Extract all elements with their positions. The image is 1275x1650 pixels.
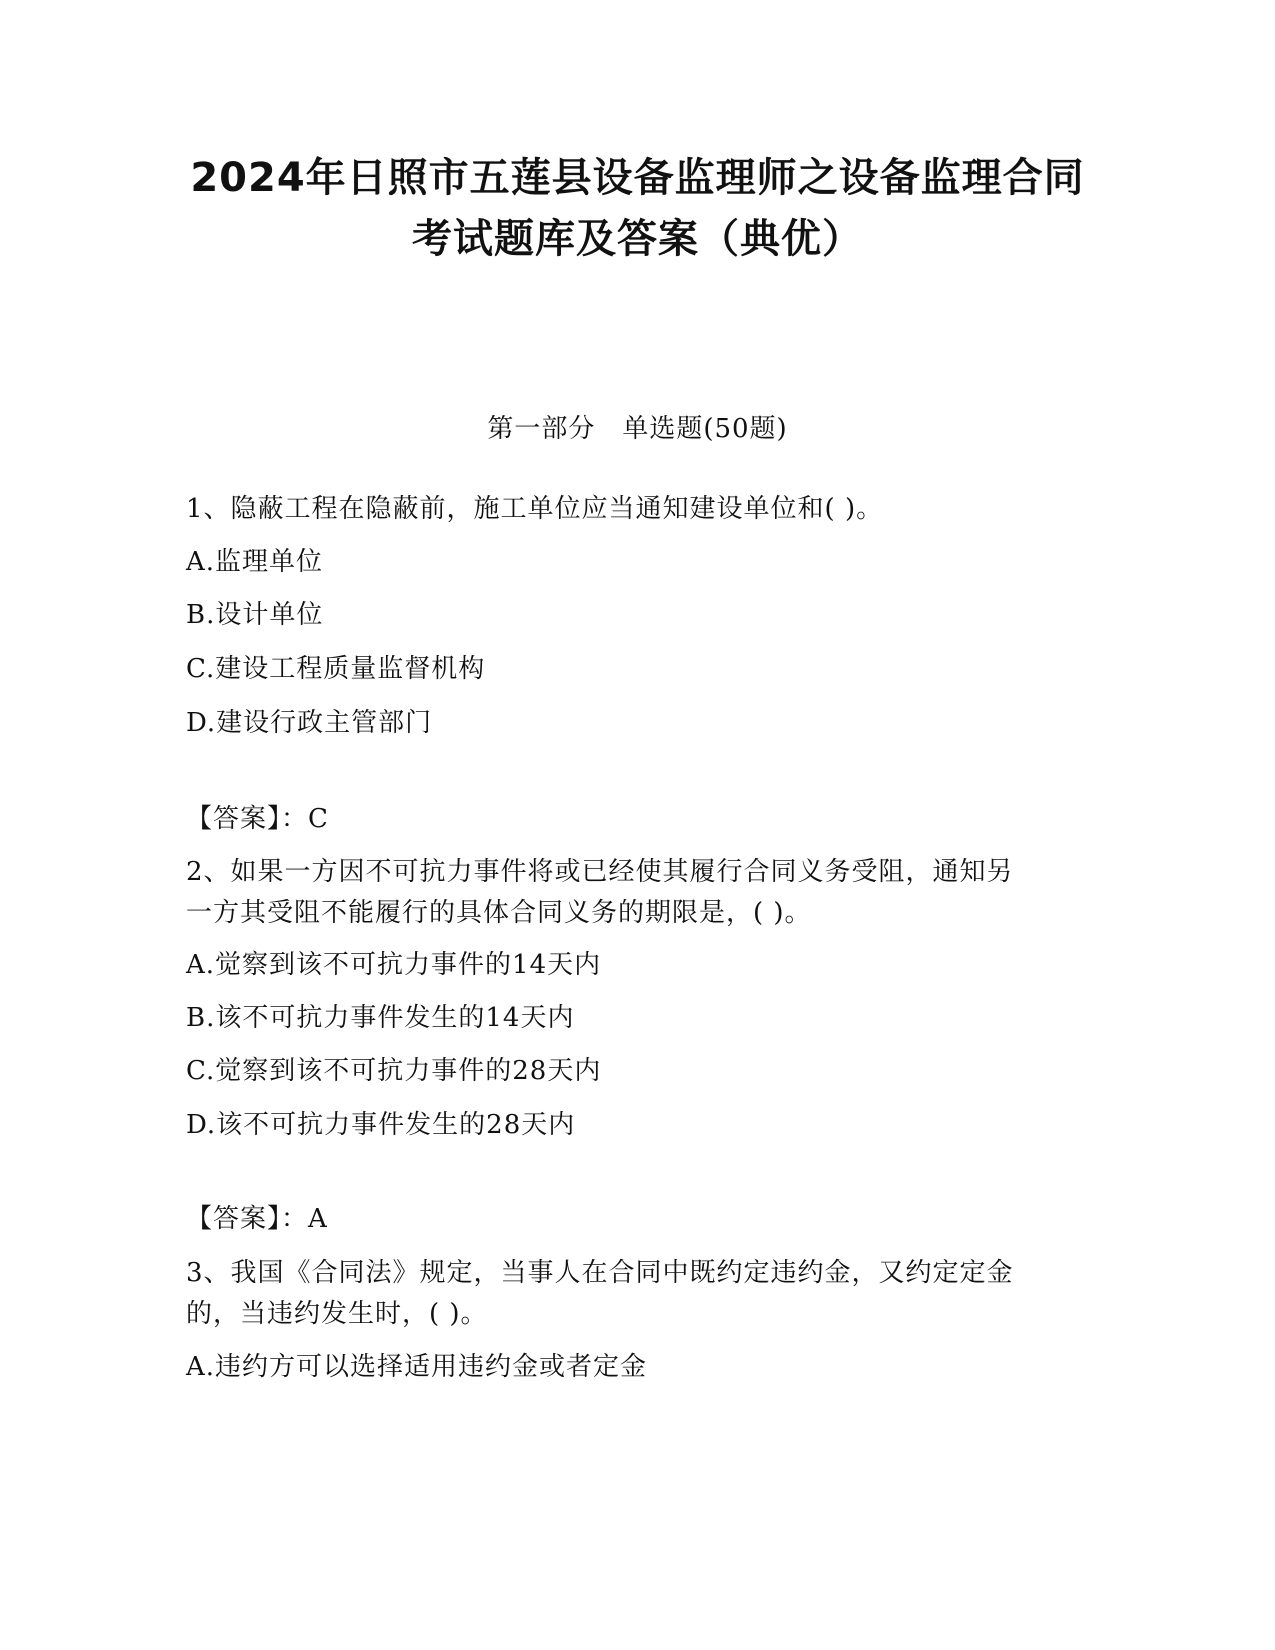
question-3-stem-line-2: 的，当违约发生时，( )。 [186,1299,488,1329]
question-1-option-b: B.设计单位 [186,600,324,630]
document-title-line-1: 2024年日照市五莲县设备监理师之设备监理合同 [190,155,1085,201]
question-1-option-d: D.建设行政主管部门 [186,708,433,738]
question-2-option-b: B.该不可抗力事件发生的14天内 [186,1003,575,1033]
question-1-option-c: C.建设工程质量监督机构 [186,654,486,684]
question-1-answer: 【答案】：C [186,804,329,834]
question-2-answer: 【答案】：A [186,1204,328,1234]
question-1-stem: 1、隐蔽工程在隐蔽前，施工单位应当通知建设单位和( )。 [186,494,884,524]
section-heading: 第一部分 单选题(50题) [487,414,788,444]
question-1-option-a: A.监理单位 [186,547,324,577]
question-2-option-a: A.觉察到该不可抗力事件的14天内 [186,950,602,980]
question-2-option-d: D.该不可抗力事件发生的28天内 [186,1110,576,1140]
document-title-line-2: 考试题库及答案（典优） [412,216,863,262]
question-2-stem-line-2: 一方其受阻不能履行的具体合同义务的期限是，( )。 [186,898,812,928]
question-3-stem-line-1: 3、我国《合同法》规定，当事人在合同中既约定违约金，又约定定金 [186,1258,1014,1288]
question-3-option-a: A.违约方可以选择适用违约金或者定金 [186,1352,648,1382]
question-2-option-c: C.觉察到该不可抗力事件的28天内 [186,1056,602,1086]
question-2-stem-line-1: 2、如果一方因不可抗力事件将或已经使其履行合同义务受阻，通知另 [186,857,1014,887]
